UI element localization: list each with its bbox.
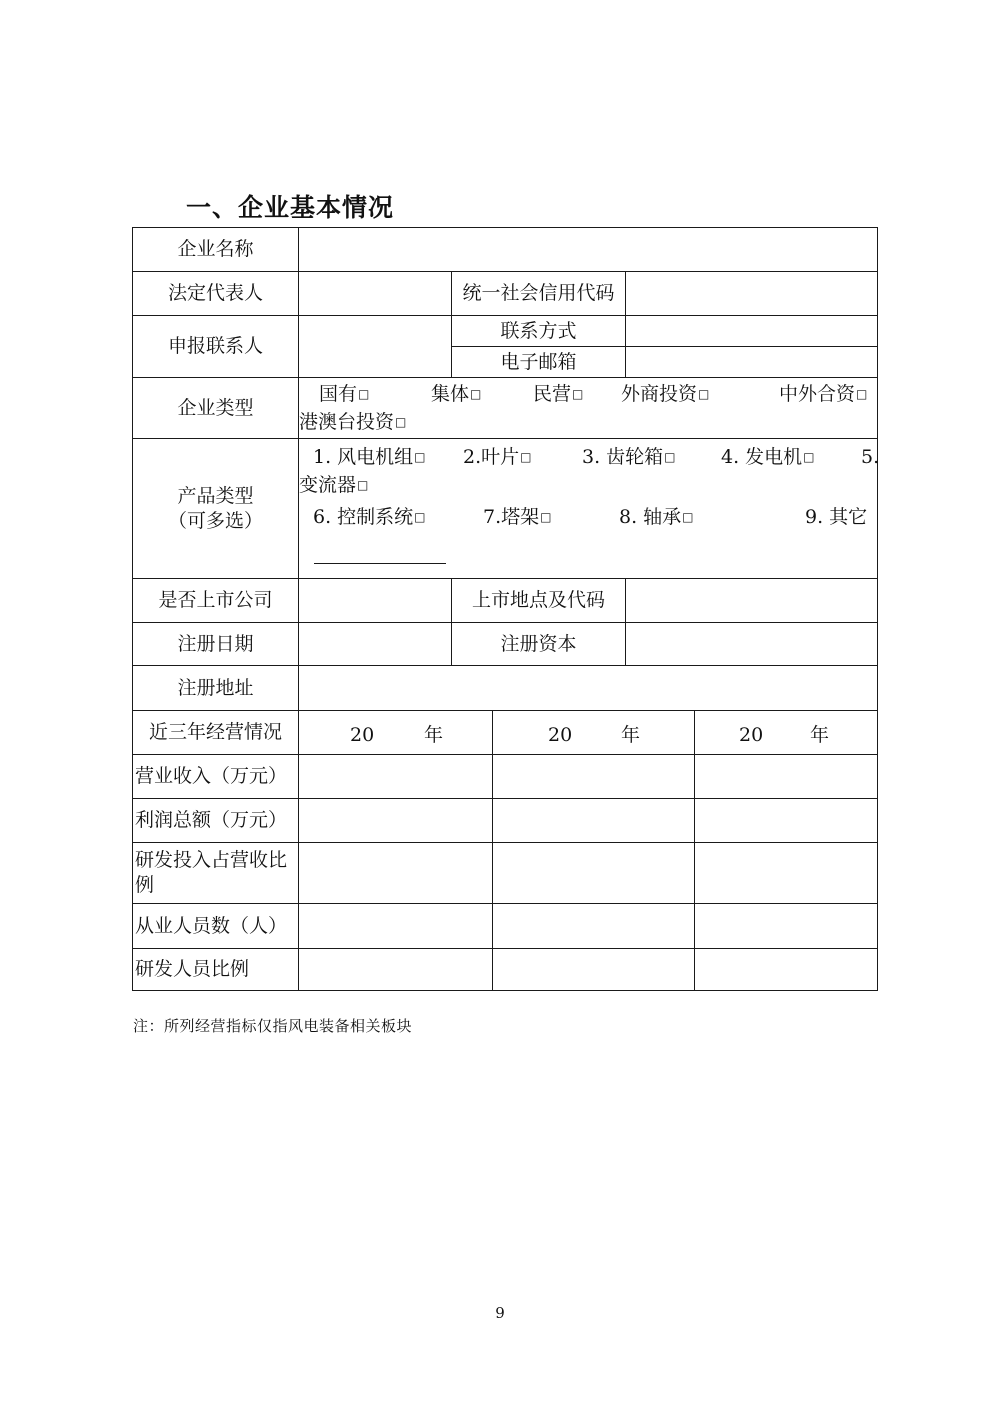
rd-ratio-year3-field[interactable] (695, 843, 878, 904)
option-label: 集体 (431, 383, 470, 405)
checkbox-icon[interactable]: □ (682, 510, 694, 524)
option-label: 港澳台投资 (299, 411, 395, 433)
employees-year1-field[interactable] (299, 904, 493, 949)
other-product-blank[interactable] (314, 545, 446, 564)
product-type-option[interactable] (299, 473, 368, 498)
enterprise-type-label: 企业类型 (133, 378, 299, 439)
year-suffix: 年 (424, 723, 444, 746)
option-label: 6. 控制系统 (313, 506, 414, 528)
reg-capital-label: 注册资本 (452, 623, 626, 666)
year-cell-3[interactable] (695, 711, 878, 755)
ops-label: 近三年经营情况 (133, 711, 299, 755)
contact-person-field[interactable] (299, 316, 452, 378)
checkbox-icon[interactable]: □ (803, 450, 815, 464)
option-label: 8. 轴承 (619, 506, 682, 528)
product-type-option-other: 9. 其它 (805, 506, 868, 528)
legal-rep-field[interactable] (299, 272, 452, 316)
year-prefix: 20 (739, 723, 764, 746)
checkbox-icon[interactable]: □ (414, 450, 426, 464)
product-type-label-line2: （可多选） (167, 509, 263, 532)
checkbox-icon[interactable]: □ (358, 387, 370, 401)
checkbox-icon[interactable]: □ (414, 510, 426, 524)
option-label: 7.塔架 (483, 506, 540, 528)
year-cell-2[interactable] (493, 711, 695, 755)
rd-ratio-label (133, 843, 299, 904)
profit-label: 利润总额（万元） (133, 799, 299, 843)
product-type-option[interactable] (313, 505, 426, 530)
reg-date-label: 注册日期 (133, 623, 299, 666)
product-type-option[interactable] (313, 445, 426, 470)
rd-ratio-year2-field[interactable] (493, 843, 695, 904)
option-label: 民营 (533, 383, 572, 405)
revenue-year2-field[interactable] (493, 755, 695, 799)
checkbox-icon[interactable]: □ (856, 387, 868, 401)
year-cell-1[interactable] (299, 711, 493, 755)
enterprise-type-options (299, 378, 878, 439)
option-label: 4. 发电机 (721, 446, 803, 468)
checkbox-icon[interactable]: □ (470, 387, 482, 401)
rd-staff-year2-field[interactable] (493, 949, 695, 991)
checkbox-icon[interactable]: □ (520, 450, 532, 464)
rd-ratio-label-line1: 研发投入占营收比 (135, 849, 288, 872)
contact-person-label: 申报联系人 (133, 316, 299, 378)
checkbox-icon[interactable]: □ (698, 387, 710, 401)
rd-ratio-label-line2: 例 (135, 874, 155, 896)
reg-address-field[interactable] (299, 666, 878, 711)
product-type-label-line1: 产品类型 (177, 484, 254, 507)
enterprise-type-option[interactable] (533, 382, 583, 407)
checkbox-icon[interactable]: □ (540, 510, 552, 524)
option-label: 国有 (319, 383, 358, 405)
checkbox-icon[interactable]: □ (572, 387, 584, 401)
year-suffix: 年 (621, 723, 641, 746)
option-label: 变流器 (299, 474, 357, 496)
option-label: 2.叶片 (463, 446, 520, 468)
product-type-option[interactable] (582, 445, 676, 470)
checkbox-icon[interactable]: □ (664, 450, 676, 464)
rd-staff-year3-field[interactable] (695, 949, 878, 991)
option-label: 1. 风电机组 (313, 446, 414, 468)
product-type-option[interactable] (483, 505, 551, 530)
employees-year3-field[interactable] (695, 904, 878, 949)
option-label: 中外合资 (779, 383, 856, 405)
employees-label: 从业人员数（人） (133, 904, 299, 949)
product-type-option[interactable] (721, 445, 815, 470)
listed-field[interactable] (299, 579, 452, 623)
rd-ratio-year1-field[interactable] (299, 843, 493, 904)
product-type-options (299, 439, 878, 579)
enterprise-type-option[interactable] (319, 382, 369, 407)
revenue-year3-field[interactable] (695, 755, 878, 799)
enterprise-type-option[interactable] (621, 382, 709, 407)
credit-code-field[interactable] (626, 272, 878, 316)
footnote: 注：所列经营指标仅指风电装备相关板块 (133, 1017, 413, 1035)
product-type-option[interactable] (619, 505, 694, 530)
reg-date-field[interactable] (299, 623, 452, 666)
reg-address-label: 注册地址 (133, 666, 299, 711)
profit-year2-field[interactable] (493, 799, 695, 843)
email-label: 电子邮箱 (452, 347, 626, 378)
listing-place-field[interactable] (626, 579, 878, 623)
contact-method-label: 联系方式 (452, 316, 626, 347)
revenue-year1-field[interactable] (299, 755, 493, 799)
product-type-label (133, 439, 299, 579)
enterprise-info-form (132, 227, 878, 991)
year-prefix: 20 (350, 723, 375, 746)
year-suffix: 年 (810, 723, 830, 746)
enterprise-type-option[interactable] (431, 382, 481, 407)
product-type-option[interactable] (463, 445, 531, 470)
page-number: 9 (495, 1304, 505, 1322)
enterprise-type-option[interactable] (779, 382, 867, 407)
profit-year1-field[interactable] (299, 799, 493, 843)
rd-staff-label: 研发人员比例 (133, 949, 299, 991)
year-prefix: 20 (548, 723, 573, 746)
company-name-field[interactable] (299, 228, 878, 272)
checkbox-icon[interactable]: □ (395, 415, 407, 429)
listing-place-label: 上市地点及代码 (452, 579, 626, 623)
reg-capital-field[interactable] (626, 623, 878, 666)
listed-label: 是否上市公司 (133, 579, 299, 623)
employees-year2-field[interactable] (493, 904, 695, 949)
option-label: 3. 齿轮箱 (582, 446, 664, 468)
contact-method-field[interactable] (626, 316, 878, 347)
revenue-label: 营业收入（万元） (133, 755, 299, 799)
company-name-label: 企业名称 (133, 228, 299, 272)
rd-staff-year1-field[interactable] (299, 949, 493, 991)
legal-rep-label: 法定代表人 (133, 272, 299, 316)
option-label: 外商投资 (621, 383, 698, 405)
checkbox-icon[interactable]: □ (357, 478, 369, 492)
credit-code-label: 统一社会信用代码 (452, 272, 626, 316)
enterprise-type-option[interactable] (299, 410, 406, 435)
section-heading: 一、企业基本情况 (186, 193, 395, 222)
profit-year3-field[interactable] (695, 799, 878, 843)
product-type-option-number: 5. (861, 446, 880, 468)
email-field[interactable] (626, 347, 878, 378)
